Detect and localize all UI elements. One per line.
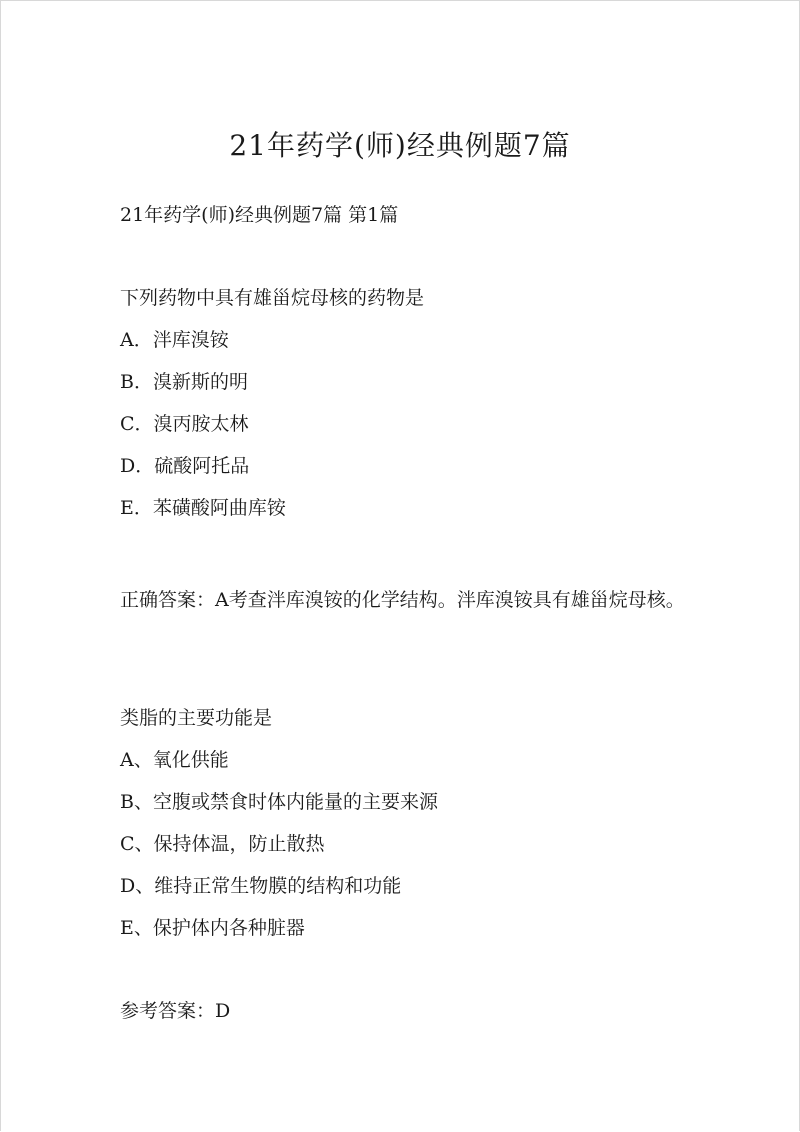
question-1-option-e: E．苯磺酸阿曲库铵: [120, 497, 286, 519]
question-1-option-b: B．溴新斯的明: [120, 371, 248, 393]
document-title: 21年药学(师)经典例题7篇: [229, 129, 571, 162]
question-1-answer: 正确答案：A考查泮库溴铵的化学结构。泮库溴铵具有雄甾烷母核。: [120, 589, 685, 611]
question-2-option-b: B、空腹或禁食时体内能量的主要来源: [120, 791, 438, 813]
document-subtitle: 21年药学(师)经典例题7篇 第1篇: [120, 204, 399, 226]
question-1-option-d: D．硫酸阿托品: [120, 455, 250, 477]
question-2-option-a: A、氧化供能: [120, 749, 229, 771]
question-2-option-c: C、保持体温，防止散热: [120, 833, 325, 855]
question-1: [120, 285, 690, 537]
question-2-option-e: E、保护体内各种脏器: [120, 917, 305, 939]
question-2-answer: 参考答案：D: [120, 1000, 231, 1022]
question-1-stem: 下列药物中具有雄甾烷母核的药物是: [120, 287, 425, 309]
question-2-option-d: D、维持正常生物膜的结构和功能: [120, 875, 402, 897]
question-2-stem: 类脂的主要功能是: [120, 707, 273, 729]
question-1-option-c: C．溴丙胺太林: [120, 413, 249, 435]
question-2: [120, 705, 690, 957]
question-1-option-a: A．泮库溴铵: [120, 329, 229, 351]
